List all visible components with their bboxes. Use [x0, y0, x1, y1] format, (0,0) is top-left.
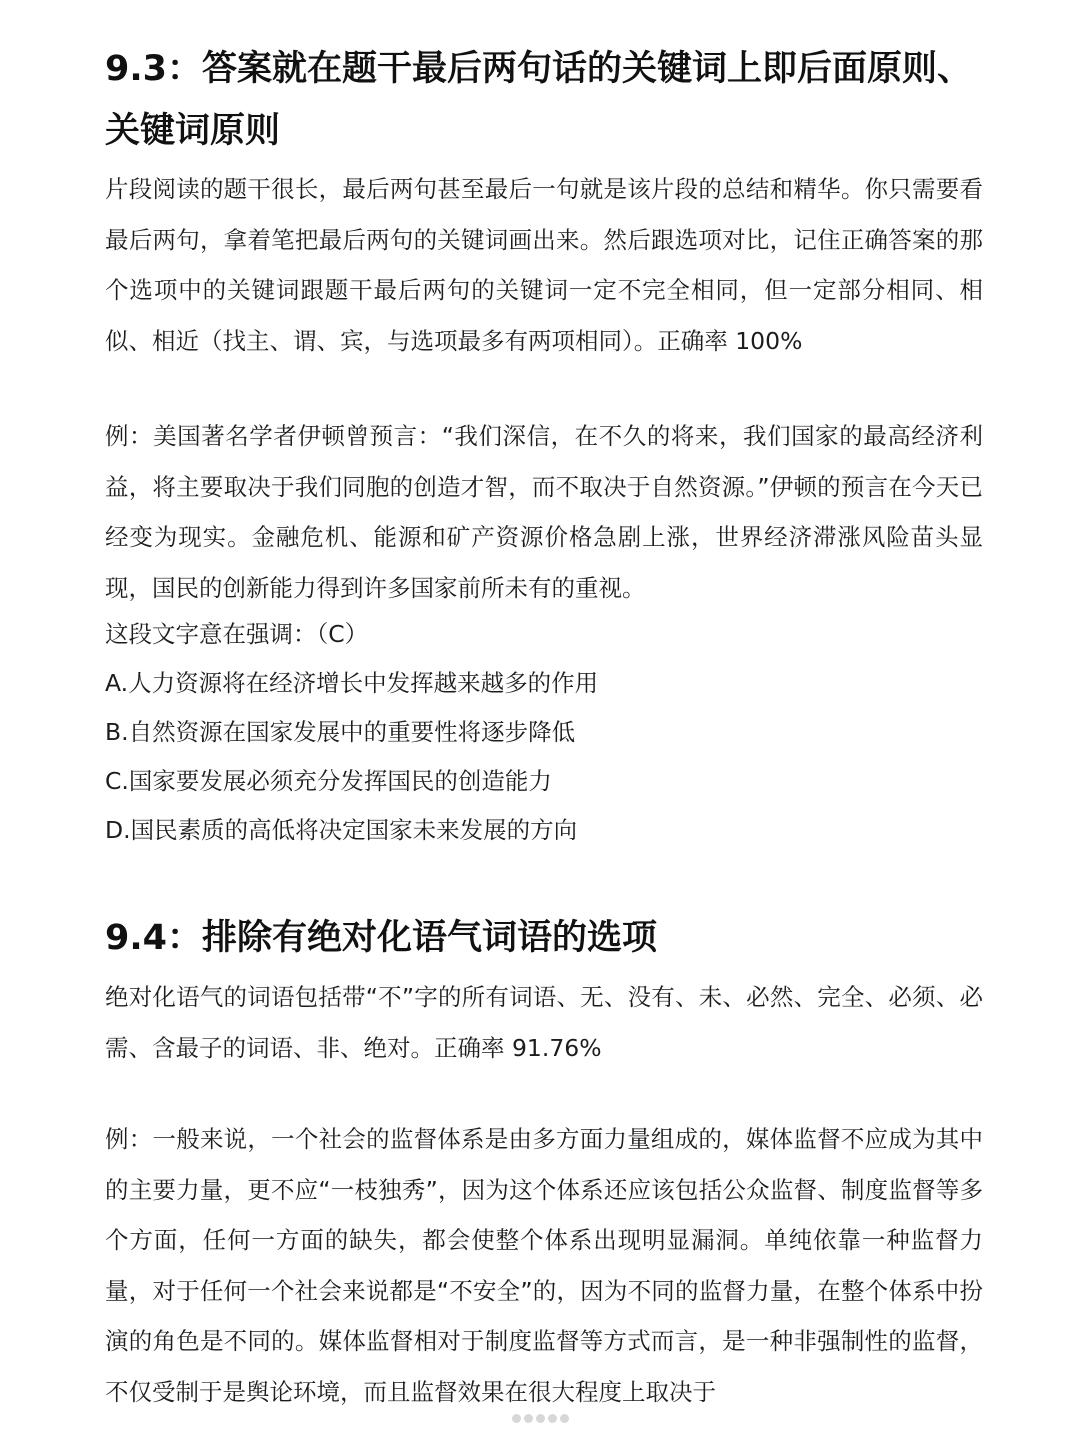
option-c: C.国家要发展必须充分发挥国民的创造能力	[105, 767, 552, 795]
option-a: A.人力资源将在经济增长中发挥越来越多的作用	[105, 669, 599, 697]
section-9-4-example: 例：一般来说，一个社会的监督体系是由多方面力量组成的，媒体监督不应成为其中的主要力量，更不应“一枝独秀”，因为这个体系还应该包括公众监督、制度监督等多个方面，任何一方面的缺失，都会使整个体系出现明显漏洞。单纯依靠一种监督力量，对于任何一个社会来说都是“不安全”的，因为不同的监督力量，在整个体系中扮演的角色是不同的。媒体监督相对于制度监督等方式而言，是一种非强制性的监督，不仅受制于是舆论环境，而且监督效果在很大程度上取决于	[105, 1125, 983, 1406]
section-9-4-intro: 绝对化语气的词语包括带“不”字的所有词语、无、没有、未、必然、完全、必须、必需、含最子的词语、非、绝对。正确率 91.76%	[105, 983, 983, 1062]
question-prompt: 这段文字意在强调：（C）	[105, 620, 369, 648]
watermark-dot-icon	[512, 1414, 521, 1423]
option-b: B.自然资源在国家发展中的重要性将逐步降低	[105, 718, 576, 746]
watermark-dot-icon	[560, 1414, 569, 1423]
section-9-3-heading: 9.3：答案就在题干最后两句话的关键词上即后面原则、关键词原则	[105, 49, 973, 151]
watermark-overlay	[470, 1405, 610, 1431]
watermark-dot-icon	[548, 1414, 557, 1423]
watermark-dot-icon	[536, 1414, 545, 1423]
option-d: D.国民素质的高低将决定国家未来发展的方向	[105, 816, 578, 844]
section-9-3-intro: 片段阅读的题干很长，最后两句甚至最后一句就是该片段的总结和精华。你只需要看最后两句，拿着笔把最后两句的关键词画出来。然后跟选项对比，记住正确答案的那个选项中的关键词跟题干最后两句的关键词一定不完全相同，但一定部分相同、相似、相近（找主、谓、宾，与选项最多有两项相同）。正确率 100%	[105, 175, 983, 355]
section-9-4-heading: 9.4：排除有绝对化语气词语的选项	[105, 918, 658, 958]
section-9-3-example: 例：美国著名学者伊顿曾预言：“我们深信，在不久的将来，我们国家的最高经济利益，将主要取决于我们同胞的创造才智，而不取决于自然资源。”伊顿的预言在今天已经变为现实。金融危机、能源和矿产资源价格急剧上涨，世界经济滞涨风险苗头显现，国民的创新能力得到许多国家前所未有的重视。	[105, 422, 983, 602]
watermark-dot-icon	[524, 1414, 533, 1423]
